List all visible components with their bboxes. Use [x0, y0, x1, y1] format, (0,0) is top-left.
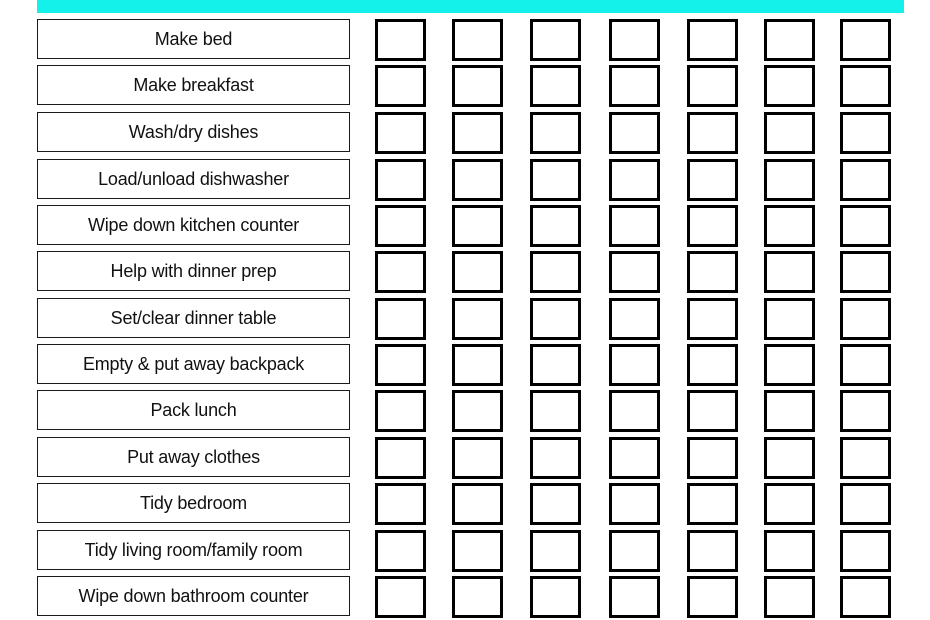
day-checkbox[interactable] [609, 483, 660, 525]
day-checkbox[interactable] [530, 344, 581, 386]
day-checkbox[interactable] [687, 344, 738, 386]
day-checkbox[interactable] [764, 19, 815, 61]
day-checkbox[interactable] [609, 530, 660, 572]
day-checkbox[interactable] [687, 112, 738, 154]
day-checkbox[interactable] [687, 576, 738, 618]
day-checkbox[interactable] [609, 251, 660, 293]
day-checkbox[interactable] [530, 112, 581, 154]
day-checkbox[interactable] [452, 205, 503, 247]
chore-label: Empty & put away backpack [37, 344, 350, 384]
day-checkbox[interactable] [840, 344, 891, 386]
accent-header-bar [37, 0, 904, 13]
day-checkbox[interactable] [530, 65, 581, 107]
day-checkbox[interactable] [530, 390, 581, 432]
day-checkbox[interactable] [609, 19, 660, 61]
chore-row [0, 112, 930, 154]
chore-row [0, 390, 930, 432]
day-checkbox[interactable] [375, 159, 426, 201]
chore-row [0, 65, 930, 107]
day-checkbox[interactable] [840, 576, 891, 618]
day-checkbox[interactable] [452, 159, 503, 201]
chore-row [0, 298, 930, 340]
day-checkbox[interactable] [840, 65, 891, 107]
day-checkbox[interactable] [375, 205, 426, 247]
day-checkbox[interactable] [764, 112, 815, 154]
day-checkbox[interactable] [375, 437, 426, 479]
day-checkbox[interactable] [764, 344, 815, 386]
day-checkbox[interactable] [375, 390, 426, 432]
chore-label: Load/unload dishwasher [37, 159, 350, 199]
day-checkbox[interactable] [840, 251, 891, 293]
chore-row [0, 530, 930, 572]
day-checkbox[interactable] [687, 530, 738, 572]
day-checkbox[interactable] [687, 298, 738, 340]
day-checkbox[interactable] [687, 437, 738, 479]
day-checkbox[interactable] [609, 65, 660, 107]
day-checkbox[interactable] [452, 112, 503, 154]
chore-label: Pack lunch [37, 390, 350, 430]
day-checkbox[interactable] [687, 65, 738, 107]
day-checkbox[interactable] [452, 437, 503, 479]
day-checkbox[interactable] [764, 159, 815, 201]
day-checkbox[interactable] [764, 205, 815, 247]
day-checkbox[interactable] [452, 483, 503, 525]
chore-label: Put away clothes [37, 437, 350, 477]
day-checkbox[interactable] [530, 530, 581, 572]
day-checkbox[interactable] [687, 159, 738, 201]
chore-row [0, 437, 930, 479]
day-checkbox[interactable] [375, 483, 426, 525]
day-checkbox[interactable] [840, 298, 891, 340]
day-checkbox[interactable] [764, 251, 815, 293]
chore-row [0, 251, 930, 293]
chore-row [0, 344, 930, 386]
day-checkbox[interactable] [452, 19, 503, 61]
day-checkbox[interactable] [452, 530, 503, 572]
day-checkbox[interactable] [530, 483, 581, 525]
day-checkbox[interactable] [452, 390, 503, 432]
day-checkbox[interactable] [840, 530, 891, 572]
chore-label: Tidy living room/family room [37, 530, 350, 570]
day-checkbox[interactable] [375, 576, 426, 618]
day-checkbox[interactable] [764, 65, 815, 107]
day-checkbox[interactable] [530, 19, 581, 61]
day-checkbox[interactable] [687, 251, 738, 293]
chore-row [0, 483, 930, 525]
chore-row [0, 19, 930, 61]
day-checkbox[interactable] [375, 530, 426, 572]
chore-label: Tidy bedroom [37, 483, 350, 523]
day-checkbox[interactable] [530, 159, 581, 201]
day-checkbox[interactable] [452, 251, 503, 293]
day-checkbox[interactable] [840, 205, 891, 247]
day-checkbox[interactable] [452, 298, 503, 340]
day-checkbox[interactable] [375, 344, 426, 386]
chore-label: Make bed [37, 19, 350, 59]
chore-label: Wash/dry dishes [37, 112, 350, 152]
day-checkbox[interactable] [375, 298, 426, 340]
day-checkbox[interactable] [840, 112, 891, 154]
day-checkbox[interactable] [609, 298, 660, 340]
day-checkbox[interactable] [375, 251, 426, 293]
day-checkbox[interactable] [609, 344, 660, 386]
day-checkbox[interactable] [375, 112, 426, 154]
chore-label: Wipe down kitchen counter [37, 205, 350, 245]
day-checkbox[interactable] [840, 390, 891, 432]
day-checkbox[interactable] [530, 576, 581, 618]
day-checkbox[interactable] [687, 390, 738, 432]
day-checkbox[interactable] [840, 19, 891, 61]
day-checkbox[interactable] [764, 483, 815, 525]
day-checkbox[interactable] [840, 159, 891, 201]
day-checkbox[interactable] [764, 530, 815, 572]
day-checkbox[interactable] [609, 159, 660, 201]
day-checkbox[interactable] [687, 483, 738, 525]
chore-row [0, 576, 930, 618]
day-checkbox[interactable] [840, 437, 891, 479]
day-checkbox[interactable] [609, 390, 660, 432]
day-checkbox[interactable] [687, 19, 738, 61]
day-checkbox[interactable] [530, 205, 581, 247]
day-checkbox[interactable] [687, 205, 738, 247]
day-checkbox[interactable] [764, 390, 815, 432]
day-checkbox[interactable] [530, 298, 581, 340]
day-checkbox[interactable] [452, 576, 503, 618]
day-checkbox[interactable] [609, 112, 660, 154]
day-checkbox[interactable] [452, 65, 503, 107]
chore-row [0, 159, 930, 201]
day-checkbox[interactable] [375, 19, 426, 61]
day-checkbox[interactable] [530, 251, 581, 293]
day-checkbox[interactable] [609, 437, 660, 479]
chore-label: Make breakfast [37, 65, 350, 105]
chore-label: Wipe down bathroom counter [37, 576, 350, 616]
chore-row [0, 205, 930, 247]
day-checkbox[interactable] [840, 483, 891, 525]
chore-label: Set/clear dinner table [37, 298, 350, 338]
day-checkbox[interactable] [764, 576, 815, 618]
day-checkbox[interactable] [764, 437, 815, 479]
day-checkbox[interactable] [609, 576, 660, 618]
day-checkbox[interactable] [452, 344, 503, 386]
chore-label: Help with dinner prep [37, 251, 350, 291]
day-checkbox[interactable] [375, 65, 426, 107]
day-checkbox[interactable] [530, 437, 581, 479]
day-checkbox[interactable] [764, 298, 815, 340]
day-checkbox[interactable] [609, 205, 660, 247]
